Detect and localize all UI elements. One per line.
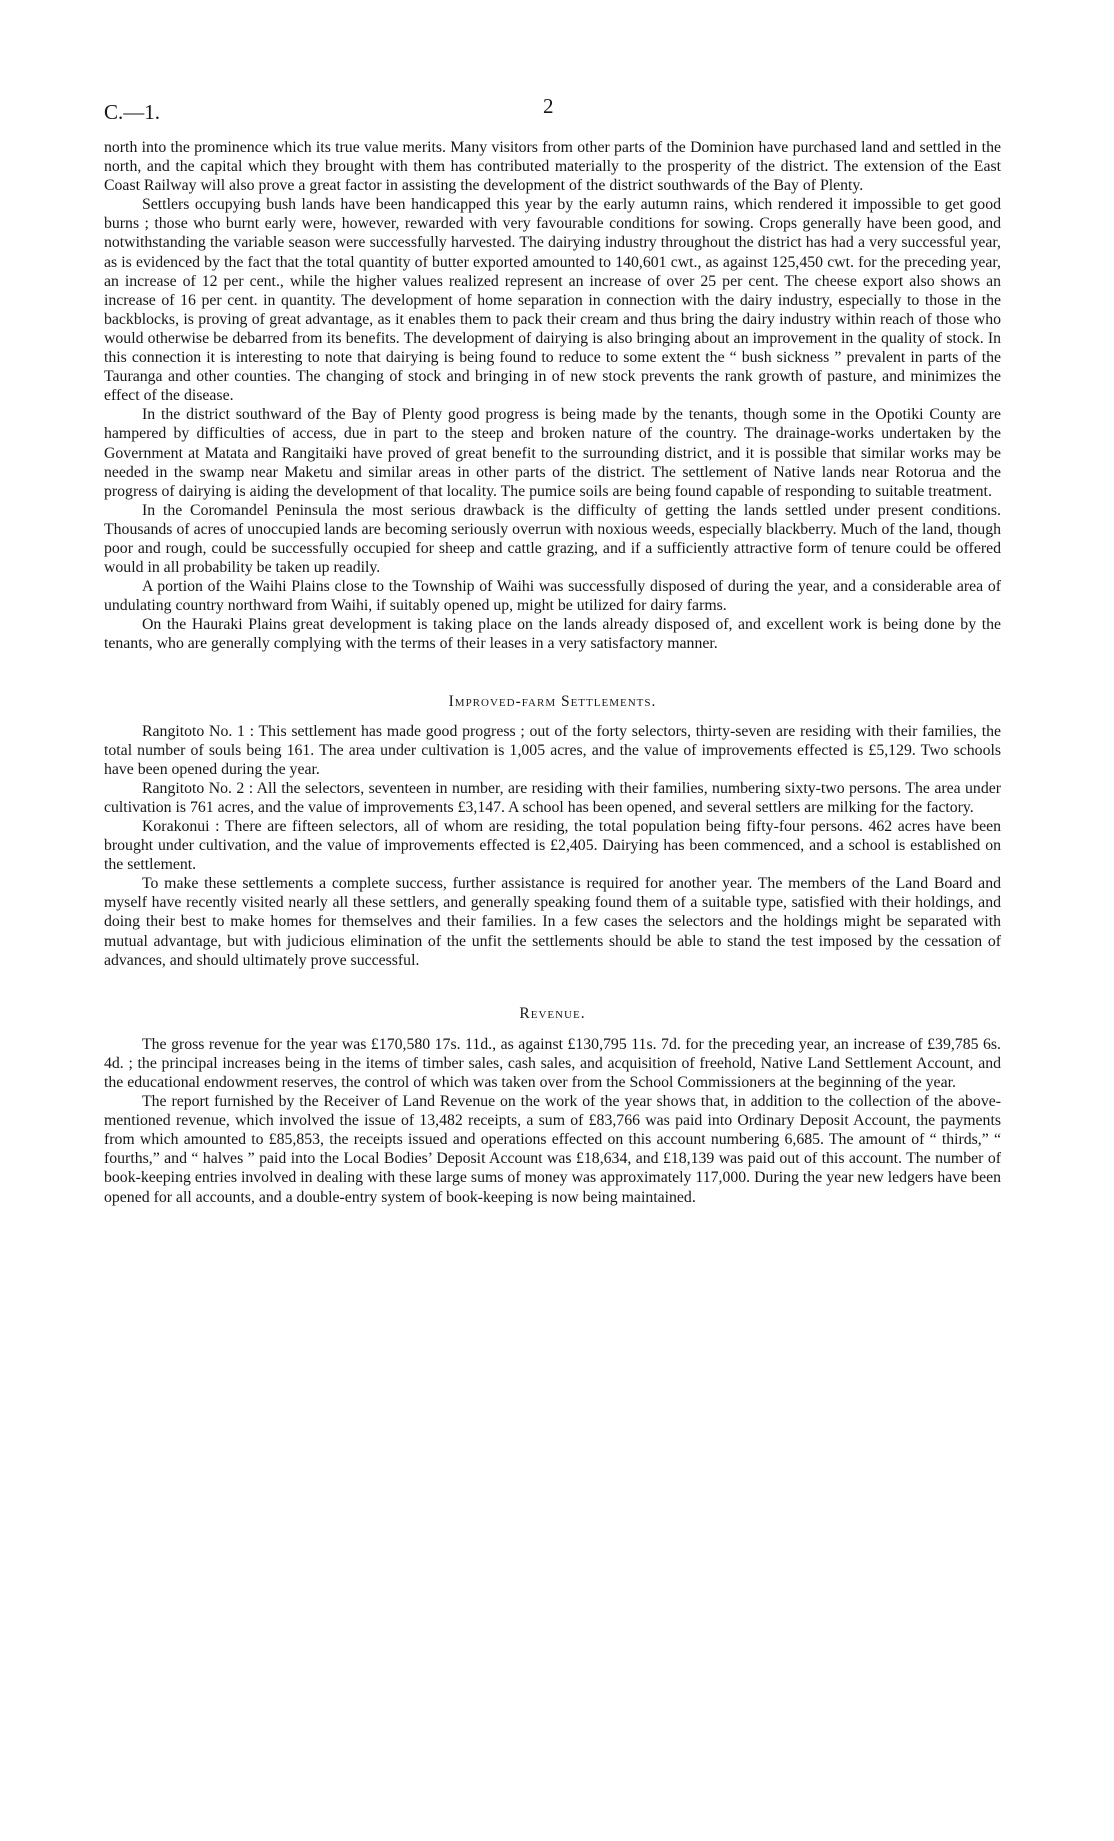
- paragraph: The gross revenue for the year was £170,580 17s. 11d., as against £130,795 11s. 7d. for the preceding year, an increase of £39,785 6s. 4d. ; the principal increases being in the items of timber sales, cash sales, and acquisition of freehold, Native Land Settlement Account, and the educational endowment reserves, the control of which was taken over from the School Commissioners at the beginning of the year.: [104, 1035, 1001, 1091]
- paragraph: Korakonui : There are fifteen selectors, all of whom are residing, the total population being fifty-four persons. 462 acres have been brought under cultivation, and the value of improvements effected is £2,405. Dairying has been commenced, and a school is established on the settlement.: [104, 818, 1001, 874]
- paragraph: On the Hauraki Plains great development is taking place on the lands already disposed of, and excellent work is being done by the tenants, who are generally complying with the terms of their leases in a very satisfactory manner.: [104, 616, 1001, 653]
- intro-section: [104, 138, 1001, 654]
- document-reference: C.—1.: [104, 100, 161, 124]
- page-number: 2: [543, 94, 554, 118]
- paragraph: To make these settlements a complete success, further assistance is required for another year. The members of the Land Board and myself have recently visited nearly all these settlers, and generally speaking found them of a suitable type, satisfied with their holdings, and doing their best to make homes for themselves and their families. In a few cases the selectors and the holdings might be separated with mutual advantage, but with judicious elimination of the unfit the settlements should be able to stand the test imposed by the cessation of advances, and should ultimately prove successful.: [104, 875, 1001, 969]
- paragraph: Rangitoto No. 1 : This settlement has made good progress ; out of the forty selectors, thirty-seven are residing with their families, the total number of souls being 161. The area under cultivation is 1,005 acres, and the value of improvements effected is £5,129. Two schools have been opened during the year.: [104, 722, 1001, 778]
- paragraph: A portion of the Waihi Plains close to the Township of Waihi was successfully disposed of during the year, and a considerable area of undulating country northward from Waihi, if suitably opened up, might be utilized for dairy farms.: [104, 578, 1001, 615]
- paragraph: The report furnished by the Receiver of Land Revenue on the work of the year shows that, in addition to the collection of the above-mentioned revenue, which involved the issue of 13,482 receipts, a sum of £83,766 was paid into Ordinary Deposit Account, the payments from which amounted to £85,853, the receipts issued and operations effected on this account numbering 6,685. The amount of “ thirds,” “ fourths,” and “ halves ” paid into the Local Bodies’ Deposit Account was £18,634, and £18,139 was paid out of this account. The number of book-keeping entries involved in dealing with these large sums of money was approximately 117,000. During the year new ledgers have been opened for all accounts, and a double-entry system of book-keeping is now being maintained.: [104, 1093, 1001, 1206]
- page-header: [104, 92, 1001, 138]
- document-page: [104, 92, 1001, 1207]
- paragraph: Rangitoto No. 2 : All the selectors, seventeen in number, are residing with their families, numbering sixty-two persons. The area under cultivation is 761 acres, and the value of improvements £3,147. A school has been opened, and several settlers are milking for the factory.: [104, 779, 1001, 816]
- improved-farm-section: [104, 693, 1001, 970]
- revenue-section: [104, 1005, 1001, 1207]
- paragraph: In the Coromandel Peninsula the most serious drawback is the difficulty of getting the lands settled under present conditions. Thousands of acres of unoccupied lands are becoming seriously overrun with noxious weeds, especially blackberry. Much of the land, though poor and rough, could be successfully occupied for sheep and cattle grazing, and if a sufficiently attractive form of tenure could be offered would in all probability be taken up readily.: [104, 501, 1001, 577]
- paragraph: In the district southward of the Bay of Plenty good progress is being made by the tenants, though some in the Opotiki County are hampered by difficulties of access, due in part to the steep and broken nature of the country. The drainage-works undertaken by the Government at Matata and Rangitaiki have proved of great benefit to the surrounding district, and it is possible that similar works may be needed in the swamp near Maketu and similar areas in other parts of the district. The settlement of Native lands near Rotorua and the progress of dairying is aiding the development of that locality. The pumice soils are being found capable of responding to suitable treatment.: [104, 406, 1001, 500]
- paragraph: Settlers occupying bush lands have been handicapped this year by the early autumn rains, which rendered it impossible to get good burns ; those who burnt early were, however, rewarded with very favourable conditions for sowing. Crops generally have been good, and notwithstanding the variable season were successfully harvested. The dairying industry throughout the district has had a very successful year, as is evidenced by the fact that the total quantity of butter exported amounted to 140,601 cwt., as against 125,450 cwt. for the preceding year, an increase of 12 per cent., while the higher values realized represent an increase of over 25 per cent. The cheese export also shows an increase of 16 per cent. in quantity. The development of home separation in connection with the dairy industry, especially to those in the backblocks, is proving of great advantage, as it enables them to pack their cream and thus bring the dairy industry within reach of those who would otherwise be debarred from its benefits. The development of dairying is also bringing about an improvement in the quality of stock. In this connection it is interesting to note that dairying is being found to reduce to some extent the “ bush sickness ” prevalent in parts of the Tauranga and other counties. The changing of stock and bringing in of new stock prevents the rank growth of pasture, and minimizes the effect of the disease.: [104, 196, 1001, 405]
- paragraph: north into the prominence which its true value merits. Many visitors from other parts of the Dominion have purchased land and settled in the north, and the capital which they brought with them has contributed materially to the prosperity of the district. The extension of the East Coast Railway will also prove a great factor in assisting the development of the district southwards of the Bay of Plenty.: [104, 139, 1001, 195]
- section-heading: Revenue.: [519, 1004, 586, 1022]
- section-heading: Improved-farm Settlements.: [448, 692, 657, 710]
